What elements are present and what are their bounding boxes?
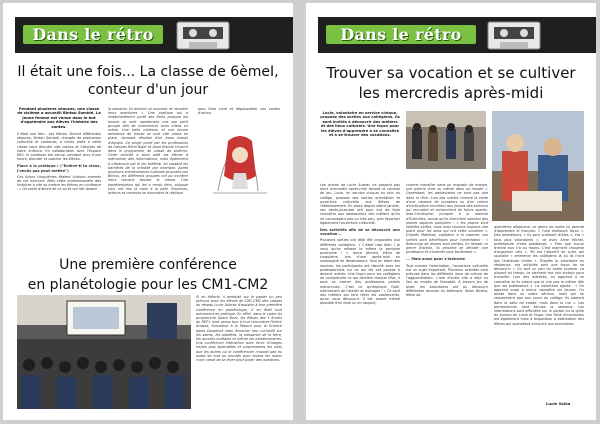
- left-page: [3, 3, 293, 420]
- article1-body4: pour faire vivre et dépoussiérer ces contes d'antan.: [198, 107, 280, 116]
- article-column-1: [320, 183, 400, 411]
- article2-body: [196, 295, 282, 411]
- article-intro: [320, 111, 400, 181]
- article1-column-1: [17, 107, 101, 247]
- article-title: [314, 63, 588, 103]
- subheading-vocation: Des activités afin de se découvrir une vocation...: [320, 228, 400, 237]
- article-title-line2: les mercredis après-midi: [358, 84, 544, 102]
- article-title-line1: Trouver sa vocation et se cultiver: [326, 64, 576, 82]
- article1-subheading: Place à la pratique ! ("Enlève-ti tu vieux, j'veuiiz pas peut mettre"): [17, 164, 101, 173]
- article-column-2: [406, 183, 488, 411]
- column2-text: comme travailler dans un magasin de manga, une galerie d'art ou même dans un musée ». Cependant, les adolescents ne sont pas que dans le rêve. Lors des sorties comme la visite d'une caserne de pompiers ou d'un centre d'horticulture montrent aux jeunes des secteurs qui recrutent et recherchent de futurs agents. Jean-Christophe, pompier à la caserne d'Échirolles, avoue qu'ils cherchent souvent des jeunes sapeurs pompiers : « les places sont limitées certes, mois nous voulons toujours une place pour les ados qui ont cette vocation ». D'après Matthias, capitaine à la caserne, ces sorties sont bénéfiques pour l'orientation : « Beaucoup de jeunes sont perdus. En faisant ce genre d'action, ils peuvent se décider une profession et s'orienter plus facilement ».: [406, 183, 488, 255]
- header-bar: [318, 17, 596, 53]
- article-column-3: [494, 225, 584, 397]
- cassette-tape-icon: [175, 19, 231, 51]
- header-bar: [15, 17, 293, 53]
- article1-title-line1: Il était une fois... La classe de 6èmeI,: [17, 64, 279, 80]
- article1-column-3: [198, 107, 280, 127]
- article1-body1: Il était une fois... Les élèves. Durant différentes séances, Bintou Sombié, chargée de production culturelle et conteuse, a rendu visite à cette classe pour discuter des contes et histoires de notre enfance. En collaboration avec l'Espace 600, la conteuse est venue, pendant plus d'une heure, discuter et coacher les élèves.: [17, 132, 101, 162]
- column1-text-b: Plusieurs sorties ont déjà été proposées aux différents collégiens. « C'était trop bien ! Je veux qu'on refasse la même la semaine prochaine ! », lance Ahmed, élève de cinquième, lors d'une après-midi en compagnie de dessinateurs. Tout en étant des sources, les participants ont discuté avec les professionnels sur ce qui les ont poussé à devenir artiste. Une façon pour les collégiens de comprendre ce qui derrière chaque rêve, il peut se cacher des professions parfois méconnues. C'est ce qu'explique Gaël, intervenant de l'atelier et manager : « Ce sont des métiers qui font rêver les adolescents, qu'on peut découvrir. Il est quand même possible d'en faire un en rapport,: [320, 238, 400, 306]
- column2-text-b: Tout comme l'orientation, l'ouverture culturelle est un sujet important. Plusieurs activités sont prévues dans les différents lieux de culture de l'agglomération. L'une d'entre elle a déjà eu lieu au musée de Grenoble. À travers jeu de piste, les volontaires ont pu découvrir différentes œuvres du bâtiment. Selon Bineta, élève de: [406, 263, 488, 298]
- banner-title: Dans le rétro: [340, 25, 462, 44]
- article1-intro: Pendant plusieurs séances, une classe de sixième a accueilli Bintou Sombié. La jeune femme est venue dans le but d'apprendre aux élèves l'histoire des contes.: [17, 107, 101, 129]
- banner-title: Dans le rétro: [32, 25, 154, 44]
- subheading-instruire: ... Mais aussi pour s'instruire: [406, 257, 465, 262]
- workshop-photo: [492, 111, 584, 221]
- banner: [23, 25, 163, 44]
- column1-text: Les jeunes de Lucie Aubrac ne passent pas leurs mercredis après-midi devant la console de jeu. Lucie, en service civique au sein du collège, propose des sorties orientation et ouverture culturelle aux élèves de l'établissement. En place depuis début janvier, ses dents-joueuses ont pour but de faire connaître aux adolescents des métiers qu'ils ne connaissent pas ou très peu, puis favoriser également l'ouverture culturelle.: [320, 183, 400, 225]
- article1-title-line2: conteur d'un jour: [87, 82, 209, 98]
- column3-text: quatrième allophone, ce genre de sortie lui permet d'apprendre le français: « J'une meilleure façon ». Des animateurs, « ils sont vraiment drôles »; ces « tous plus volontaires », ce avec Aime Michel, professeure d'arts plastiques; « Pres que aucun d'entre eux n'a ou moins. C'est vraiment chouette d'organiser cela ». Tel est l'objectif de Lucie qui souhaite « emmener les collégiens là où ils n'ont pas l'habitude d'aller ». D'après la volontaire en résidence, ces activités sont une façon de se découvrir: « On sort un peu du cadre scolaire. La plupart du temps, ils viennent me voir surtout pour travailler. Lors des activités, on apprend à se connaître et ils voient que je n'ai pas le même rôle que les professeurs ». La volontaire ajoute : « On apprend aussi à mieux connaître les jeunes. On existe dans un cadre sérieux, mais qui ne ressemblent pas aux cours du collège. Ils adorent dans la salle de classe, mais dans la rue ». Les permanences sont tenues la semaine. Les informations sont affichées sur le portail ou la grille du bureau de Lucie et Hugo. Une fiche d'inscription est également mise à disposition à destination des élèves qui souhaitent s'inscrire aux prochaines.: [494, 225, 584, 326]
- article1-title: [11, 63, 285, 99]
- article1-column-2: [108, 107, 188, 247]
- article1-body3: la semaine. Ils doivent se souvenir et raconter leurs aventures ». Une pratique qui a instantanément porté ses fruits puisque les jeunes se sont rapidement mis par petit groupe afin de commencer leurs mises en scène. Une belle cohésion et une bonne ambiance de travail se sont vite mises en place, donnant résultat d'un beau travail d'équipe. Ce projet porté par les professeurs de français Rémi Biget et Anne Brunet s'inscrit dans le programme de classe de sixième. Cette activité a ainsi aidé les élèves à mémoriser des informations, mais également à s'épanouir par le jeu théâtral, en cassant les barrières de la timidité par exemple. Après plusieurs entraînements ludiques proposés par Bintou, les différents groupes ont pu montrer leurs travaux devant la classe. Une représentation qui les a rendu fiers, puisque tous ont mis la main à la pâte. Bruiteurs, acteurs et conteurs se donnaient la réplique: [108, 107, 188, 196]
- article2-text: Si en théorie, il semblait sur le papier un peu précoce pour les élèves de CM1-CM2 des classes du réseau Lucie Aubrac d'assister à leur première conférence en planétologie, il en était tout autrement en pratique. En effet, dans le cadre du programme Space Buzz, les élèves des 3 écoles du REP+ sont venus tour à tour rencontrer Patrick Arnaud, formateur à la Maison pour la Science Alpes Dauphiné venu étancher leur curiosité sur les astres, les planètes, la naissance de la terre, les aurores boréales et même les extraterrestres. Une conférence interactive avec force d'images toutes plus splendides et surprenantes les unes que les autres où le conférencier n'aurait pas eu assez de tout un journée pour toutes les mains n'ont cessé de se lever pour poser des questions.: [196, 295, 282, 363]
- museum-visit-photo: [406, 111, 486, 169]
- right-page: [306, 3, 596, 420]
- intro-text: Lucie, volontaire en service civique, propose des sorties aux collégiens. Ils sont invités à découvrir des métiers et des lieux culturels. Une façon pour les élèves d'apprendre à se connaître et à se trouver des vocations.: [320, 111, 400, 138]
- article1-body2: Ces futurs cinquièmes étaient d'abord amenés de cet exercice. Mais cette professionnelle des histoires a vite su mettre les élèves en confiance : « On parle d'abord de ce qu'ils ont fait durant: [17, 174, 101, 192]
- red-riding-hood-illustration: [208, 131, 272, 197]
- author-signature: Lucie Solka: [546, 401, 571, 406]
- article2-title: [11, 255, 285, 295]
- article2-title-line1: Une première conférence: [59, 257, 237, 273]
- cassette-tape-icon: [486, 19, 542, 51]
- article2-title-line2: en planétologie pour les CM1-CM2: [27, 277, 269, 293]
- conference-photo: [17, 295, 191, 409]
- banner: [326, 25, 476, 44]
